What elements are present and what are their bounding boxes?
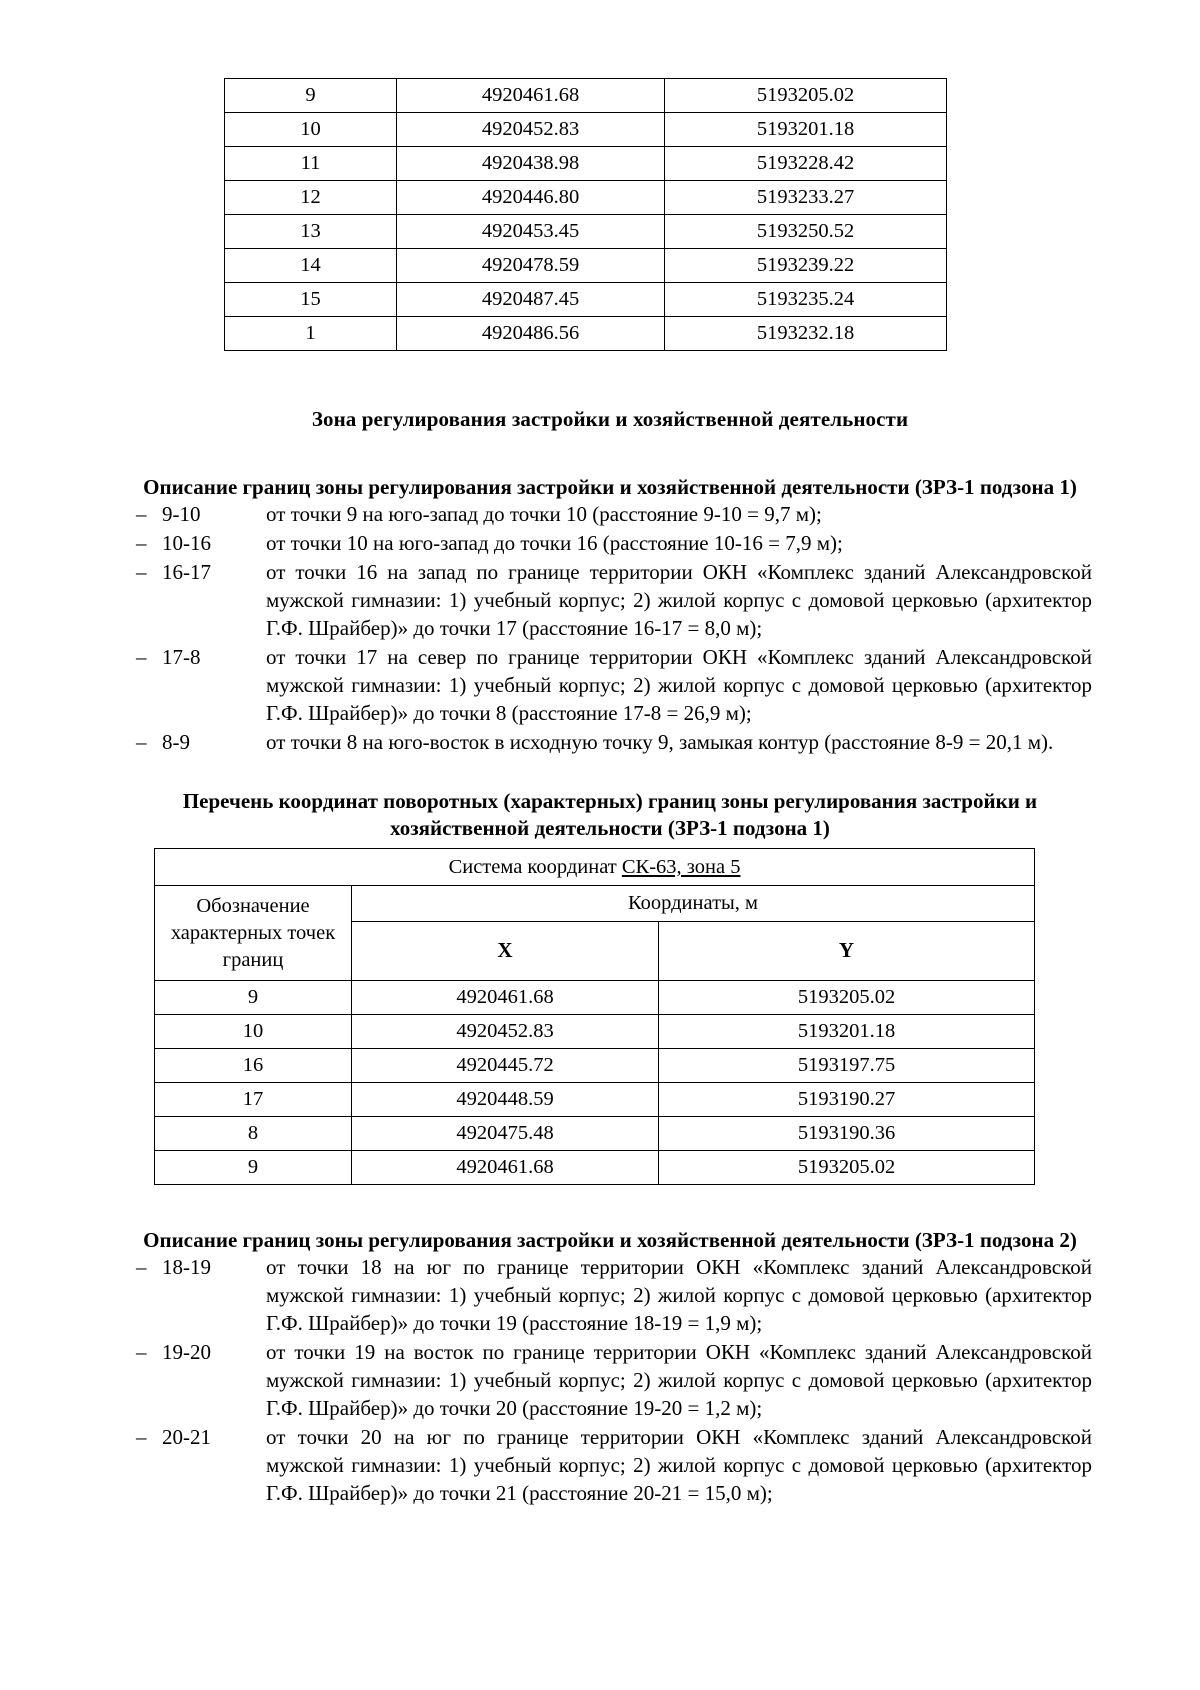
y-coordinate-cell: 5193239.22 <box>665 249 947 283</box>
table-row <box>225 215 947 249</box>
list-item <box>128 1424 1092 1508</box>
list-item <box>128 501 1092 529</box>
x-coordinate-cell: 4920453.45 <box>397 215 665 249</box>
coordinates-zrz1-sub1-title-line1: Перечень координат поворотных (характерных) границ зоны регулирования застройки <box>182 788 1020 813</box>
coordinates-table-body <box>155 981 1035 1185</box>
x-coordinate-cell: 4920452.83 <box>397 113 665 147</box>
table-row <box>225 79 947 113</box>
table-row <box>155 1015 1035 1049</box>
border-description-list-sub1 <box>128 501 1092 756</box>
point-id-cell: 9 <box>225 79 397 113</box>
spacer <box>128 351 1092 407</box>
table-row <box>225 113 947 147</box>
y-column-header: Y <box>659 922 1035 981</box>
segment-description: от точки 10 на юго-запад до точки 16 (расстояние 10-16 = 7,9 м); <box>266 531 843 556</box>
segment-label: 10-16 <box>162 531 211 556</box>
list-bullet-dash: – <box>136 502 147 527</box>
y-coordinate-cell: 5193205.02 <box>659 981 1035 1015</box>
list-bullet-dash: – <box>136 560 147 585</box>
list-item <box>128 1339 1092 1423</box>
description-zrz1-sub2-title-line1: Описание границ зоны регулирования застройки и хозяйственной деятельности (ЗРЗ-1 <box>143 1228 975 1253</box>
point-id-cell: 15 <box>225 283 397 317</box>
segment-description: от точки 18 на юг по границе территории ОКН «Комплекс зданий Александровской мужской гимназии: 1) учебный корпус; 2) жилой корпус с домовой церковью (архитектор Г.Ф. Шрайбер)» до точки 19 (расстояние 18-19 = 1,9 м); <box>266 1255 1092 1336</box>
continued-coordinates-table <box>224 78 947 351</box>
table-row <box>225 317 947 351</box>
segment-description: от точки 9 на юго-запад до точки 10 (расстояние 9-10 = 9,7 м); <box>266 502 822 527</box>
list-item <box>128 1254 1092 1338</box>
coordinates-table-zrz1-sub1 <box>154 848 1035 1185</box>
list-bullet-dash: – <box>136 1340 147 1365</box>
y-coordinate-cell: 5193190.27 <box>659 1083 1035 1117</box>
x-column-header: X <box>352 922 659 981</box>
list-bullet-dash: – <box>136 1425 147 1450</box>
segment-description: от точки 17 на север по границе территории ОКН «Комплекс зданий Александровской мужской гимназии: 1) учебный корпус; 2) жилой корпус с домовой церковью (архитектор Г.Ф. Шрайбер)» до точки 8 (расстояние 17-8 = 26,9 м); <box>266 644 1092 725</box>
table-row <box>225 249 947 283</box>
segment-label: 20-21 <box>162 1425 211 1450</box>
x-coordinate-cell: 4920461.68 <box>397 79 665 113</box>
point-id-cell: 12 <box>225 181 397 215</box>
continued-table-body <box>225 79 947 351</box>
table-row <box>155 1049 1035 1083</box>
segment-label: 17-8 <box>162 644 201 669</box>
spacer <box>128 432 1092 474</box>
point-designation-header: Обозначение характерных точек границ <box>155 886 352 981</box>
coordinates-zrz1-sub1-title-line2: и хозяйственной деятельности (ЗРЗ-1 подзона 1) <box>390 788 1038 840</box>
list-item <box>128 729 1092 757</box>
table-row-header-1 <box>155 886 1035 922</box>
list-bullet-dash: – <box>136 644 147 669</box>
x-coordinate-cell: 4920445.72 <box>352 1049 659 1083</box>
y-coordinate-cell: 5193201.18 <box>665 113 947 147</box>
list-bullet-dash: – <box>136 729 147 754</box>
y-coordinate-cell: 5193197.75 <box>659 1049 1035 1083</box>
segment-label: 19-20 <box>162 1340 211 1365</box>
coordinate-system-value: СК-63, зона 5 <box>621 855 741 878</box>
point-id-cell: 16 <box>155 1049 352 1083</box>
x-coordinate-cell: 4920438.98 <box>397 147 665 181</box>
point-id-cell: 13 <box>225 215 397 249</box>
table-row <box>155 1083 1035 1117</box>
point-id-cell: 14 <box>225 249 397 283</box>
y-coordinate-cell: 5193232.18 <box>665 317 947 351</box>
x-coordinate-cell: 4920487.45 <box>397 283 665 317</box>
list-bullet-dash: – <box>136 1255 147 1280</box>
table-row <box>155 981 1035 1015</box>
y-coordinate-cell: 5193205.02 <box>659 1151 1035 1185</box>
coordinate-system-header <box>155 849 1035 886</box>
x-coordinate-cell: 4920461.68 <box>352 981 659 1015</box>
x-coordinate-cell: 4920486.56 <box>397 317 665 351</box>
segment-description: от точки 8 на юго-восток в исходную точку 9, замыкая контур (расстояние 8-9 = 20,1 м). <box>266 729 1054 754</box>
segment-label: 16-17 <box>162 560 211 585</box>
segment-description: от точки 16 на запад по границе территории ОКН «Комплекс зданий Александровской мужской гимназии: 1) учебный корпус; 2) жилой корпус с домовой церковью (архитектор Г.Ф. Шрайбер)» до точки 17 (расстояние 16-17 = 8,0 м); <box>266 560 1092 640</box>
page-title: Зона регулирования застройки и хозяйственной деятельности <box>311 407 909 431</box>
y-coordinate-cell: 5193201.18 <box>659 1015 1035 1049</box>
point-id-cell: 1 <box>225 317 397 351</box>
table-row <box>155 1151 1035 1185</box>
segment-description: от точки 20 на юг по границе территории ОКН «Комплекс зданий Александровской мужской гимназии: 1) учебный корпус; 2) жилой корпус с домовой церковью (архитектор Г.Ф. Шрайбер)» до точки 21 (расстояние 20-21 = 15,0 м); <box>266 1425 1092 1505</box>
table-row <box>225 181 947 215</box>
description-zrz1-sub1-title <box>128 474 1092 501</box>
segment-label: 8-9 <box>162 729 190 754</box>
y-coordinate-cell: 5193235.24 <box>665 283 947 317</box>
description-zrz1-sub1-title-line1: Описание границ зоны регулирования застройки и хозяйственной деятельности (ЗРЗ-1 <box>143 475 975 499</box>
x-coordinate-cell: 4920461.68 <box>352 1151 659 1185</box>
list-item <box>128 644 1092 728</box>
description-zrz1-sub2-title-line2: подзона 2) <box>979 1228 1077 1253</box>
spacer <box>128 1185 1092 1227</box>
segment-label: 9-10 <box>162 502 201 527</box>
table-row <box>225 147 947 181</box>
list-item <box>128 559 1092 643</box>
segment-label: 18-19 <box>162 1255 211 1280</box>
y-coordinate-cell: 5193233.27 <box>665 181 947 215</box>
list-item <box>128 530 1092 558</box>
coordinates-zrz1-sub1-title <box>128 788 1092 843</box>
segment-description: от точки 19 на восток по границе территории ОКН «Комплекс зданий Александровской мужской гимназии: 1) учебный корпус; 2) жилой корпус с домовой церковью (архитектор Г.Ф. Шрайбер)» до точки 20 (расстояние 19-20 = 1,2 м); <box>266 1340 1092 1421</box>
description-zrz1-sub2-title <box>128 1227 1092 1254</box>
list-bullet-dash: – <box>136 531 147 556</box>
point-id-cell: 9 <box>155 1151 352 1185</box>
point-id-cell: 8 <box>155 1117 352 1151</box>
x-coordinate-cell: 4920446.80 <box>397 181 665 215</box>
coordinate-system-label: Система координат <box>448 855 622 878</box>
spacer <box>128 758 1092 788</box>
y-coordinate-cell: 5193190.36 <box>659 1117 1035 1151</box>
point-id-cell: 9 <box>155 981 352 1015</box>
border-description-list-sub2 <box>128 1254 1092 1507</box>
x-coordinate-cell: 4920448.59 <box>352 1083 659 1117</box>
y-coordinate-cell: 5193250.52 <box>665 215 947 249</box>
x-coordinate-cell: 4920478.59 <box>397 249 665 283</box>
point-id-cell: 10 <box>225 113 397 147</box>
point-id-cell: 17 <box>155 1083 352 1117</box>
y-coordinate-cell: 5193205.02 <box>665 79 947 113</box>
x-coordinate-cell: 4920452.83 <box>352 1015 659 1049</box>
description-zrz1-sub1-title-line2: подзона 1) <box>979 475 1077 499</box>
table-row <box>225 283 947 317</box>
table-row-system <box>155 849 1035 886</box>
point-id-cell: 11 <box>225 147 397 181</box>
point-id-cell: 10 <box>155 1015 352 1049</box>
table-row <box>155 1117 1035 1151</box>
x-coordinate-cell: 4920475.48 <box>352 1117 659 1151</box>
y-coordinate-cell: 5193228.42 <box>665 147 947 181</box>
coordinates-header: Координаты, м <box>352 886 1035 922</box>
